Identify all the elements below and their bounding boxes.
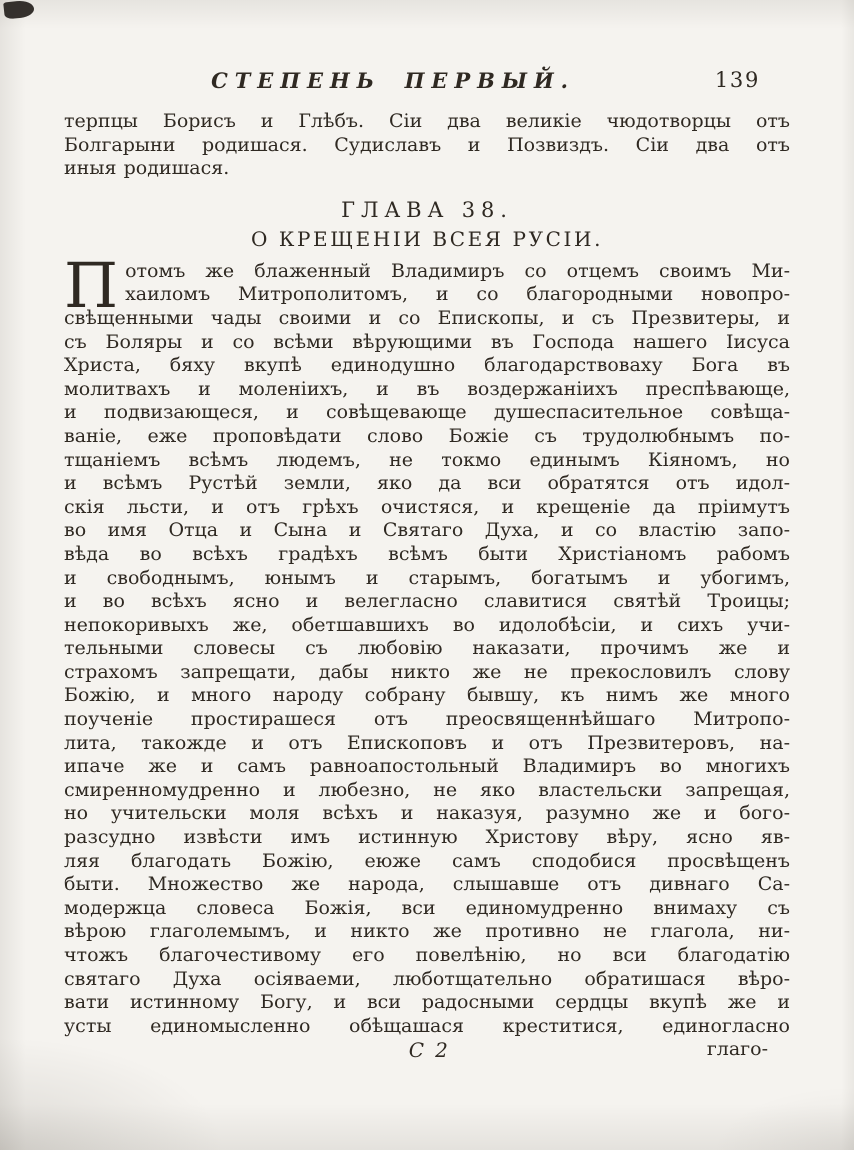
body-lines	[64, 248, 790, 1039]
text-line: скія льсти, и отъ грѣхъ очистяся, и крещеніе да пріимутъ	[64, 495, 790, 518]
text-line: чтожъ благочестивому его повелѣнію, но вси благодатію	[64, 944, 790, 966]
text-line: свѣщенными чады своими и со Епископы, и съ Презвитеры, и	[64, 306, 790, 329]
text-line: поученіе простирашеся отъ преосвященнѣйшаго Митропо-	[64, 708, 790, 731]
text-line: тщаніемъ всѣмъ людемъ, не токмо единымъ Кіяномъ, но	[64, 448, 790, 471]
text-line: лита, такожде и отъ Епископовъ и отъ Презвитеровъ, на-	[64, 731, 790, 754]
text-line: Болгарыни родишася. Судиславъ и Позвиздъ. Сіи два отъ	[64, 133, 790, 156]
text-line: тельными словесы съ любовію наказати, прочимъ же и	[64, 637, 790, 660]
text-line: разсудно извѣсти имъ истинную Христову вѣру, ясно яв-	[64, 826, 790, 849]
page-number: 139	[714, 68, 760, 92]
text-line: модержца словеса Божія, вси единомудренно внимаху съ	[64, 896, 790, 919]
text-line: и свободнымъ, юнымъ и старымъ, богатымъ и убогимъ,	[64, 566, 790, 589]
text-line: вати истинному Богу, и вси радосными сердцы вкупѣ же и	[64, 991, 790, 1014]
chapter-subtitle: О КРЕЩЕНІИ ВСЕЯ РУСІИ.	[250, 226, 604, 251]
text-line: но учительски моля всѣхъ и наказуя, разумно же и бого-	[64, 802, 790, 825]
text-line: ипаче же и самъ равноапостольный Владимиръ во многихъ	[64, 755, 790, 778]
text-line: терпцы Борисъ и Глѣбъ. Сіи два великіе чюдотворцы отъ	[64, 110, 790, 132]
running-head	[64, 0, 790, 102]
chapter-heading: ГЛАВА 38.	[341, 197, 513, 222]
text-line: страхомъ запрещати, дабы никто же не прекословилъ слову	[64, 660, 790, 683]
ink-smudge	[3, 0, 35, 20]
text-line: Божію, и много народу собрану бывшу, къ нимъ же много	[64, 684, 790, 707]
running-title: СТЕПЕНЬ ПЕРВЫЙ.	[211, 68, 575, 93]
text-line: и всѣмъ Рустѣй земли, яко да вси обратятся отъ идол-	[64, 472, 790, 495]
text-line: вѣрою глаголемымъ, и никто же противно не глагола, ни-	[64, 920, 790, 943]
text-line: иныя родишася.	[64, 157, 230, 180]
signature-mark: С 2	[408, 1038, 451, 1063]
text-line: быти. Множество же народа, слышавше отъ дивнаго Са-	[64, 873, 790, 896]
text-line: ваніе, еже проповѣдати слово Божіе съ трудолюбнымъ по-	[64, 424, 790, 447]
text-line: хаиломъ Митрополитомъ, и со благородными новопро-	[125, 283, 790, 306]
page-footer	[64, 1038, 790, 1066]
drop-cap: П	[64, 248, 119, 322]
text-line: молитвахъ и моленіихъ, и въ воздержаніихъ преспѣвающе,	[64, 377, 790, 400]
text-line: отомъ же блаженный Владимиръ со отцемъ своимъ Ми-	[125, 259, 790, 282]
text-line: во имя Отца и Сына и Святаго Духа, и со властію запо-	[64, 519, 790, 542]
intro-paragraph	[64, 110, 790, 181]
text-line: святаго Духа осіяваеми, люботщательно обратишася вѣро-	[64, 967, 790, 990]
text-line: непокоривыхъ же, обетшавшихъ во идолобѣсіи, и сихъ учи-	[64, 613, 790, 636]
text-line: вѣда во всѣхъ градѣхъ всѣмъ быти Христіаномъ рабомъ	[64, 542, 790, 565]
text-line: Христа, бяху вкупѣ единодушно благодарствоваху Бога въ	[64, 354, 790, 377]
text-line: съ Боляры и со всѣми вѣрующими въ Господа нашего Іисуса	[64, 330, 790, 353]
text-line: ляя благодать Божію, еюже самъ сподобися просвѣщенъ	[64, 849, 790, 872]
page-text-block	[64, 0, 790, 1066]
text-line: усты единомысленно обѣщашася креститися, единогласно	[64, 1014, 790, 1037]
text-line: смиренномудренно и любезно, не яко властельски запрещая,	[64, 778, 790, 801]
text-line: и подвизающеся, и совѣщевающе душеспасительное совѣща-	[64, 401, 790, 424]
catchword: глаго-	[706, 1038, 768, 1061]
text-line: и во всѣхъ ясно и велегласно славитися святѣй Троицы;	[64, 590, 790, 613]
body-paragraph	[64, 248, 790, 1039]
